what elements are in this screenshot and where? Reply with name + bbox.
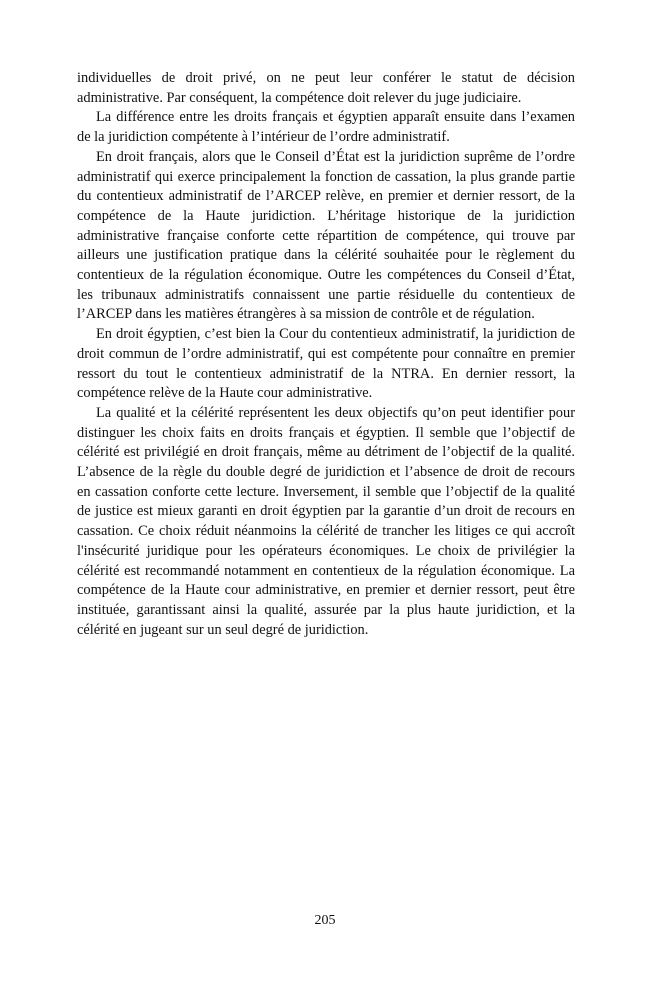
paragraph-quality-celerity: La qualité et la célérité représentent les deux objectifs qu’on peut identifier pour distinguer les choix faits en droits français et égyptien. Il semble que l’objectif de célérité est privilégié en droit français, même au détriment de l’objectif de la qualité. L’absence de la règle du double degré de juridiction et l’absence de droit de recours en cassation conforte cette lecture. Inversement, il semble que l’objectif de la qualité de justice est mieux garanti en droit égyptien par la garantie d’un droit de recours en cassation. Ce choix réduit néanmoins la célérité de trancher les litiges ce qui accroît l'insécurité juridique pour les opérateurs économiques. Le choix de privilégier la célérité est recommandé notamment en contentieux de la régulation économique. La compétence de la Haute cour administrative, en premier et dernier ressort, peut être instituée, garantissant ainsi la qualité, assurée par la plus haute juridiction, et la célérité en jugeant sur un seul degré de juridiction. — [77, 404, 575, 638]
paragraph-egyptian-law: En droit égyptien, c’est bien la Cour du contentieux administratif, la juridiction de droit commun de l’ordre administratif, qui est compétente pour connaître en premier ressort du tout le contentieux administratif de la NTRA. En dernier ressort, la compétence relève de la Haute cour administrative. — [77, 326, 575, 402]
body-text — [77, 69, 575, 640]
page-number: 205 — [314, 913, 336, 928]
paragraph-jurisdiction-difference: La différence entre les droits français et égyptien apparaît ensuite dans l’examen de la juridiction compétente à l’intérieur de l’ordre administratif. — [77, 109, 575, 146]
paragraph-french-law: En droit français, alors que le Conseil d’État est la juridiction suprême de l’ordre administratif qui exerce principalement la fonction de cassation, la plus grande partie du contentieux administratif de l’ARCEP relève, en premier et dernier ressort, de la compétence de la Haute juridiction. L’héritage historique de la juridiction administrative française conforte cette répartition de compétence, qui trouve par ailleurs une justification pratique dans la célérité souhaitée pour le règlement du contentieux de la régulation économique. Outre les compétences du Conseil d’État, les tribunaux administratifs connaissent une partie résiduelle du contentieux de l’ARCEP dans les matières étrangères à sa mission de contrôle et de régulation. — [77, 148, 575, 323]
paragraph-continuation: individuelles de droit privé, on ne peut leur conférer le statut de décision administrative. Par conséquent, la compétence doit relever du juge judiciaire. — [77, 70, 575, 106]
